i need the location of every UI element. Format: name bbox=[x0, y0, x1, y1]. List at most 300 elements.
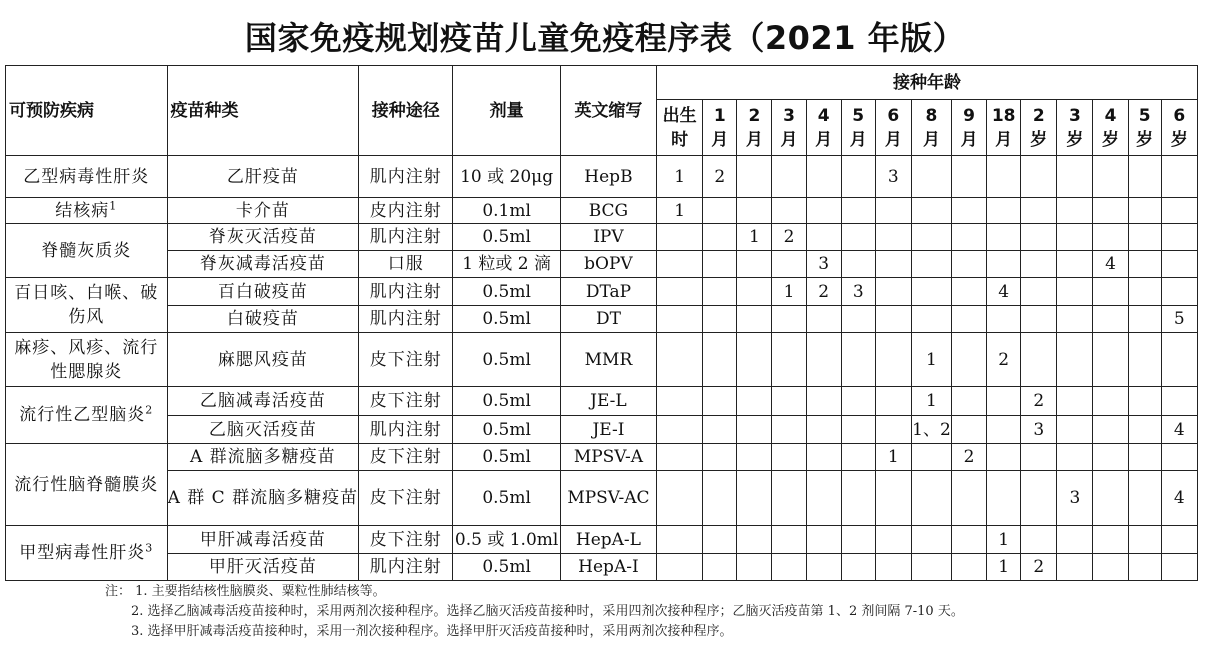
abbr-cell: DTaP bbox=[560, 278, 656, 306]
dose-number-cell bbox=[1128, 278, 1161, 306]
age-unit: 岁 bbox=[1170, 129, 1188, 150]
disease-cell bbox=[6, 526, 168, 581]
age-header-cell bbox=[1021, 100, 1057, 156]
dose-number-cell bbox=[772, 387, 806, 416]
route-cell: 肌内注射 bbox=[359, 224, 453, 251]
dose-number-cell bbox=[737, 156, 772, 198]
dose-number-cell bbox=[1057, 526, 1093, 554]
abbr-cell: JE-I bbox=[560, 416, 656, 444]
dose-number-cell bbox=[703, 416, 737, 444]
dose-number-cell bbox=[875, 471, 911, 526]
dose-number-cell bbox=[1057, 416, 1093, 444]
dose-number-cell bbox=[737, 471, 772, 526]
dose-number-cell bbox=[1057, 333, 1093, 387]
dose-number-cell bbox=[806, 526, 841, 554]
dose-number-cell bbox=[1128, 251, 1161, 278]
vaccine-name: 白破疫苗 bbox=[167, 306, 359, 333]
age-unit: 岁 bbox=[1030, 129, 1048, 150]
dose-number-cell bbox=[737, 526, 772, 554]
dose-number-cell bbox=[911, 156, 951, 198]
age-unit: 月 bbox=[849, 129, 867, 150]
age-number: 6 bbox=[887, 105, 900, 126]
dose-number-cell bbox=[841, 251, 875, 278]
abbr-cell: MPSV-AC bbox=[560, 471, 656, 526]
dose-number-cell bbox=[657, 444, 703, 471]
dose-number-cell bbox=[1057, 156, 1093, 198]
age-number: 4 bbox=[1104, 105, 1117, 126]
dose-number-cell bbox=[1161, 526, 1197, 554]
abbr-cell: HepA-I bbox=[560, 554, 656, 581]
age-header-cell bbox=[841, 100, 875, 156]
dose-number-cell: 3 bbox=[1057, 471, 1093, 526]
dose-number-cell bbox=[657, 224, 703, 251]
dose-number-cell bbox=[952, 387, 987, 416]
age-number: 4 bbox=[817, 105, 830, 126]
vaccine-name: 甲肝灭活疫苗 bbox=[167, 554, 359, 581]
dose-cell: 0.5 或 1.0ml bbox=[453, 526, 560, 554]
dose-number-cell bbox=[875, 198, 911, 224]
dose-number-cell bbox=[1021, 444, 1057, 471]
vaccine-name: 脊灰灭活疫苗 bbox=[167, 224, 359, 251]
dose-number-cell bbox=[952, 198, 987, 224]
dose-number-cell bbox=[737, 306, 772, 333]
dose-number-cell bbox=[1057, 444, 1093, 471]
dose-number-cell: 2 bbox=[703, 156, 737, 198]
abbr-cell: bOPV bbox=[560, 251, 656, 278]
table-row bbox=[6, 333, 1198, 387]
dose-number-cell bbox=[952, 224, 987, 251]
dose-number-cell bbox=[1057, 251, 1093, 278]
dose-number-cell bbox=[657, 416, 703, 444]
age-header-cell bbox=[875, 100, 911, 156]
dose-number-cell bbox=[737, 198, 772, 224]
age-header-cell bbox=[911, 100, 951, 156]
dose-number-cell bbox=[737, 333, 772, 387]
dose-number-cell bbox=[806, 471, 841, 526]
dose-number-cell bbox=[1093, 444, 1128, 471]
dose-number-cell bbox=[1093, 387, 1128, 416]
age-header-cell bbox=[1128, 100, 1161, 156]
age-number: 2 bbox=[748, 105, 761, 126]
dose-number-cell bbox=[657, 471, 703, 526]
dose-number-cell bbox=[841, 526, 875, 554]
age-header-cell bbox=[657, 100, 703, 156]
dose-number-cell bbox=[772, 444, 806, 471]
dose-number-cell bbox=[806, 333, 841, 387]
dose-number-cell: 3 bbox=[841, 278, 875, 306]
dose-number-cell bbox=[657, 554, 703, 581]
header-age-group: 接种年龄 bbox=[657, 66, 1198, 100]
dose-number-cell: 1 bbox=[987, 526, 1021, 554]
route-cell: 肌内注射 bbox=[359, 554, 453, 581]
dose-number-cell bbox=[1057, 224, 1093, 251]
dose-number-cell bbox=[1021, 278, 1057, 306]
dose-cell: 0.5ml bbox=[453, 224, 560, 251]
dose-number-cell bbox=[841, 224, 875, 251]
dose-number-cell bbox=[841, 198, 875, 224]
dose-number-cell bbox=[1128, 526, 1161, 554]
vaccine-name: A 群流脑多糖疫苗 bbox=[167, 444, 359, 471]
footnote-1: 注： 1. 主要指结核性脑膜炎、粟粒性肺结核等。 bbox=[105, 584, 386, 599]
dose-number-cell bbox=[657, 333, 703, 387]
dose-number-cell bbox=[987, 251, 1021, 278]
dose-number-cell bbox=[1057, 387, 1093, 416]
header-route: 接种途径 bbox=[359, 66, 453, 156]
dose-number-cell: 5 bbox=[1161, 306, 1197, 333]
age-unit: 月 bbox=[922, 129, 940, 150]
age-number: 3 bbox=[1068, 105, 1081, 126]
dose-number-cell: 4 bbox=[1093, 251, 1128, 278]
age-header-cell bbox=[703, 100, 737, 156]
dose-number-cell bbox=[875, 278, 911, 306]
dose-number-cell bbox=[1128, 387, 1161, 416]
dose-number-cell bbox=[1021, 198, 1057, 224]
dose-number-cell bbox=[703, 526, 737, 554]
dose-number-cell bbox=[875, 306, 911, 333]
table-row bbox=[6, 471, 1198, 526]
page-title: 国家免疫规划疫苗儿童免疫程序表（2021 年版） bbox=[244, 19, 966, 57]
dose-number-cell bbox=[806, 156, 841, 198]
dose-number-cell bbox=[703, 224, 737, 251]
dose-number-cell bbox=[952, 471, 987, 526]
age-number: 9 bbox=[963, 105, 975, 126]
dose-number-cell: 1 bbox=[737, 224, 772, 251]
dose-number-cell bbox=[772, 554, 806, 581]
dose-number-cell bbox=[806, 224, 841, 251]
dose-cell: 0.5ml bbox=[453, 554, 560, 581]
dose-number-cell bbox=[875, 526, 911, 554]
vaccine-name: 甲肝减毒活疫苗 bbox=[167, 526, 359, 554]
route-cell: 皮下注射 bbox=[359, 444, 453, 471]
age-header-cell bbox=[1161, 100, 1197, 156]
age-number: 1 bbox=[713, 105, 726, 126]
abbr-cell: HepB bbox=[560, 156, 656, 198]
dose-number-cell bbox=[806, 306, 841, 333]
age-number: 8 bbox=[925, 105, 938, 126]
disease-name: 百日咳、白喉、破伤风 bbox=[14, 283, 159, 327]
dose-number-cell bbox=[1161, 156, 1197, 198]
abbr-cell: JE-L bbox=[560, 387, 656, 416]
age-unit: 岁 bbox=[1136, 129, 1154, 150]
dose-number-cell bbox=[841, 444, 875, 471]
dose-number-cell: 2 bbox=[1021, 387, 1057, 416]
dose-number-cell bbox=[806, 416, 841, 444]
dose-number-cell bbox=[1021, 333, 1057, 387]
dose-number-cell bbox=[1128, 198, 1161, 224]
dose-number-cell bbox=[952, 306, 987, 333]
dose-number-cell: 1 bbox=[657, 198, 703, 224]
age-number: 2 bbox=[1032, 105, 1045, 126]
footnote-marker: 1 bbox=[109, 198, 118, 212]
dose-number-cell: 4 bbox=[1161, 416, 1197, 444]
dose-number-cell bbox=[1021, 156, 1057, 198]
table-row bbox=[6, 526, 1198, 554]
age-number: 5 bbox=[1138, 105, 1151, 126]
dose-number-cell bbox=[1128, 156, 1161, 198]
age-unit: 月 bbox=[780, 129, 798, 150]
disease-name: 结核病 bbox=[55, 200, 110, 221]
dose-number-cell bbox=[987, 471, 1021, 526]
age-number: 出生 bbox=[662, 105, 697, 126]
dose-number-cell bbox=[703, 198, 737, 224]
age-number: 6 bbox=[1173, 105, 1186, 126]
dose-number-cell bbox=[806, 554, 841, 581]
dose-number-cell bbox=[1161, 333, 1197, 387]
vaccine-name: 乙脑减毒活疫苗 bbox=[167, 387, 359, 416]
disease-cell bbox=[6, 278, 168, 333]
dose-number-cell bbox=[841, 156, 875, 198]
dose-number-cell bbox=[657, 251, 703, 278]
dose-number-cell bbox=[772, 416, 806, 444]
disease-cell bbox=[6, 224, 168, 278]
dose-number-cell bbox=[875, 333, 911, 387]
dose-number-cell: 1、2 bbox=[911, 416, 951, 444]
dose-number-cell bbox=[772, 306, 806, 333]
disease-name: 乙型病毒性肝炎 bbox=[23, 166, 150, 187]
dose-number-cell bbox=[911, 554, 951, 581]
dose-number-cell bbox=[1093, 333, 1128, 387]
age-header-cell bbox=[772, 100, 806, 156]
dose-number-cell bbox=[911, 444, 951, 471]
dose-number-cell bbox=[875, 416, 911, 444]
dose-number-cell bbox=[737, 387, 772, 416]
dose-number-cell bbox=[952, 416, 987, 444]
route-cell: 肌内注射 bbox=[359, 306, 453, 333]
vaccine-name: 乙肝疫苗 bbox=[167, 156, 359, 198]
dose-number-cell bbox=[841, 416, 875, 444]
age-unit: 月 bbox=[745, 129, 763, 150]
dose-number-cell bbox=[703, 251, 737, 278]
dose-number-cell bbox=[952, 526, 987, 554]
table-row bbox=[6, 444, 1198, 471]
table-row bbox=[6, 306, 1198, 333]
dose-number-cell bbox=[841, 306, 875, 333]
dose-number-cell bbox=[952, 156, 987, 198]
dose-number-cell bbox=[1021, 224, 1057, 251]
dose-number-cell bbox=[911, 198, 951, 224]
dose-number-cell bbox=[1093, 198, 1128, 224]
table-row bbox=[6, 554, 1198, 581]
vaccine-name: 麻腮风疫苗 bbox=[167, 333, 359, 387]
table-row bbox=[6, 224, 1198, 251]
route-cell: 皮下注射 bbox=[359, 526, 453, 554]
dose-number-cell: 1 bbox=[875, 444, 911, 471]
dose-number-cell bbox=[911, 224, 951, 251]
dose-number-cell bbox=[772, 156, 806, 198]
dose-number-cell bbox=[841, 554, 875, 581]
dose-number-cell: 4 bbox=[987, 278, 1021, 306]
dose-number-cell: 1 bbox=[772, 278, 806, 306]
dose-number-cell bbox=[911, 471, 951, 526]
route-cell: 口服 bbox=[359, 251, 453, 278]
dose-cell: 0.5ml bbox=[453, 306, 560, 333]
vaccine-name: 脊灰减毒活疫苗 bbox=[167, 251, 359, 278]
dose-number-cell: 3 bbox=[875, 156, 911, 198]
dose-number-cell bbox=[1093, 224, 1128, 251]
dose-number-cell bbox=[1093, 306, 1128, 333]
age-header-cell bbox=[806, 100, 841, 156]
header-disease: 可预防疾病 bbox=[6, 66, 168, 156]
footnotes bbox=[105, 582, 964, 642]
abbr-cell: BCG bbox=[560, 198, 656, 224]
disease-name: 流行性乙型脑炎 bbox=[19, 405, 146, 425]
route-cell: 皮内注射 bbox=[359, 198, 453, 224]
disease-name: 流行性脑脊髓膜炎 bbox=[14, 474, 159, 495]
dose-number-cell bbox=[875, 251, 911, 278]
age-unit: 时 bbox=[671, 129, 689, 150]
abbr-cell: HepA-L bbox=[560, 526, 656, 554]
immunization-schedule-table bbox=[5, 65, 1198, 581]
dose-number-cell bbox=[703, 444, 737, 471]
age-unit: 月 bbox=[711, 129, 729, 150]
dose-number-cell bbox=[772, 526, 806, 554]
vaccine-name: 百白破疫苗 bbox=[167, 278, 359, 306]
dose-number-cell: 2 bbox=[987, 333, 1021, 387]
table-row bbox=[6, 278, 1198, 306]
footnote-2: 2. 选择乙脑减毒活疫苗接种时，采用两剂次接种程序。选择乙脑灭活疫苗接种时，采用四剂次接种程序；乙脑灭活疫苗第 1、2 剂间隔 7-10 天。 bbox=[131, 604, 964, 619]
dose-number-cell bbox=[1128, 444, 1161, 471]
dose-number-cell bbox=[703, 471, 737, 526]
dose-number-cell bbox=[772, 198, 806, 224]
dose-number-cell bbox=[987, 156, 1021, 198]
dose-number-cell bbox=[806, 444, 841, 471]
route-cell: 肌内注射 bbox=[359, 278, 453, 306]
dose-number-cell bbox=[1093, 526, 1128, 554]
dose-number-cell bbox=[703, 333, 737, 387]
dose-number-cell bbox=[1161, 251, 1197, 278]
dose-number-cell bbox=[1057, 278, 1093, 306]
dose-number-cell bbox=[987, 224, 1021, 251]
dose-number-cell bbox=[1093, 471, 1128, 526]
dose-number-cell bbox=[1128, 471, 1161, 526]
dose-number-cell bbox=[1057, 198, 1093, 224]
abbr-cell: DT bbox=[560, 306, 656, 333]
dose-number-cell bbox=[952, 554, 987, 581]
dose-number-cell bbox=[1021, 251, 1057, 278]
dose-number-cell: 3 bbox=[806, 251, 841, 278]
dose-number-cell bbox=[657, 278, 703, 306]
dose-number-cell: 1 bbox=[657, 156, 703, 198]
dose-number-cell bbox=[1057, 554, 1093, 581]
age-number: 18 bbox=[991, 105, 1016, 126]
dose-number-cell bbox=[1093, 278, 1128, 306]
dose-number-cell bbox=[841, 471, 875, 526]
dose-cell: 0.5ml bbox=[453, 387, 560, 416]
route-cell: 皮下注射 bbox=[359, 471, 453, 526]
dose-number-cell bbox=[911, 278, 951, 306]
abbr-cell: MMR bbox=[560, 333, 656, 387]
dose-number-cell bbox=[1093, 156, 1128, 198]
table-row bbox=[6, 387, 1198, 416]
dose-number-cell bbox=[1161, 387, 1197, 416]
dose-number-cell bbox=[841, 333, 875, 387]
header-vaccine: 疫苗种类 bbox=[167, 66, 359, 156]
dose-number-cell bbox=[987, 444, 1021, 471]
dose-number-cell bbox=[1057, 306, 1093, 333]
dose-number-cell bbox=[987, 306, 1021, 333]
dose-number-cell bbox=[1128, 416, 1161, 444]
dose-number-cell bbox=[987, 416, 1021, 444]
age-unit: 月 bbox=[960, 129, 978, 150]
age-unit: 月 bbox=[995, 129, 1013, 150]
dose-number-cell bbox=[657, 387, 703, 416]
dose-number-cell bbox=[952, 251, 987, 278]
dose-number-cell bbox=[1161, 278, 1197, 306]
age-header-cell bbox=[1093, 100, 1128, 156]
dose-number-cell: 4 bbox=[1161, 471, 1197, 526]
dose-number-cell bbox=[1161, 554, 1197, 581]
dose-number-cell bbox=[737, 251, 772, 278]
dose-number-cell bbox=[952, 278, 987, 306]
route-cell: 肌内注射 bbox=[359, 416, 453, 444]
dose-number-cell bbox=[1161, 444, 1197, 471]
dose-number-cell bbox=[806, 387, 841, 416]
disease-name: 脊髓灰质炎 bbox=[41, 240, 132, 261]
dose-number-cell bbox=[1128, 333, 1161, 387]
dose-number-cell bbox=[772, 333, 806, 387]
vaccine-name: A 群 C 群流脑多糖疫苗 bbox=[167, 471, 359, 526]
dose-number-cell bbox=[737, 278, 772, 306]
table-row bbox=[6, 198, 1198, 224]
dose-number-cell bbox=[1161, 224, 1197, 251]
disease-cell bbox=[6, 198, 168, 224]
dose-cell: 0.5ml bbox=[453, 416, 560, 444]
dose-cell: 0.5ml bbox=[453, 333, 560, 387]
dose-cell: 0.5ml bbox=[453, 444, 560, 471]
dose-number-cell bbox=[1093, 416, 1128, 444]
dose-number-cell bbox=[875, 224, 911, 251]
dose-number-cell: 1 bbox=[911, 333, 951, 387]
age-number: 5 bbox=[852, 105, 865, 126]
dose-cell: 0.1ml bbox=[453, 198, 560, 224]
header-dose: 剂量 bbox=[453, 66, 560, 156]
dose-number-cell bbox=[737, 416, 772, 444]
age-unit: 月 bbox=[884, 129, 902, 150]
dose-cell: 0.5ml bbox=[453, 278, 560, 306]
dose-number-cell bbox=[772, 251, 806, 278]
dose-number-cell: 2 bbox=[952, 444, 987, 471]
dose-number-cell bbox=[657, 526, 703, 554]
dose-number-cell bbox=[875, 554, 911, 581]
footnote-marker: 3 bbox=[145, 541, 154, 555]
route-cell: 肌内注射 bbox=[359, 156, 453, 198]
dose-number-cell: 1 bbox=[911, 387, 951, 416]
dose-number-cell: 2 bbox=[806, 278, 841, 306]
dose-number-cell bbox=[772, 471, 806, 526]
dose-cell: 10 或 20μg bbox=[453, 156, 560, 198]
dose-number-cell: 2 bbox=[772, 224, 806, 251]
dose-number-cell bbox=[703, 306, 737, 333]
abbr-cell: IPV bbox=[560, 224, 656, 251]
dose-number-cell bbox=[1128, 224, 1161, 251]
dose-cell: 0.5ml bbox=[453, 471, 560, 526]
age-number: 3 bbox=[783, 105, 795, 126]
dose-number-cell bbox=[1021, 306, 1057, 333]
dose-cell: 1 粒或 2 滴 bbox=[453, 251, 560, 278]
dose-number-cell bbox=[911, 306, 951, 333]
dose-number-cell: 2 bbox=[1021, 554, 1057, 581]
dose-number-cell bbox=[1021, 471, 1057, 526]
vaccine-name: 乙脑灭活疫苗 bbox=[167, 416, 359, 444]
dose-number-cell bbox=[987, 387, 1021, 416]
disease-name: 甲型病毒性肝炎 bbox=[19, 543, 146, 563]
header-abbr: 英文缩写 bbox=[560, 66, 656, 156]
dose-number-cell bbox=[703, 554, 737, 581]
route-cell: 皮下注射 bbox=[359, 333, 453, 387]
dose-number-cell bbox=[911, 251, 951, 278]
age-unit: 岁 bbox=[1066, 129, 1084, 150]
dose-number-cell bbox=[1021, 526, 1057, 554]
